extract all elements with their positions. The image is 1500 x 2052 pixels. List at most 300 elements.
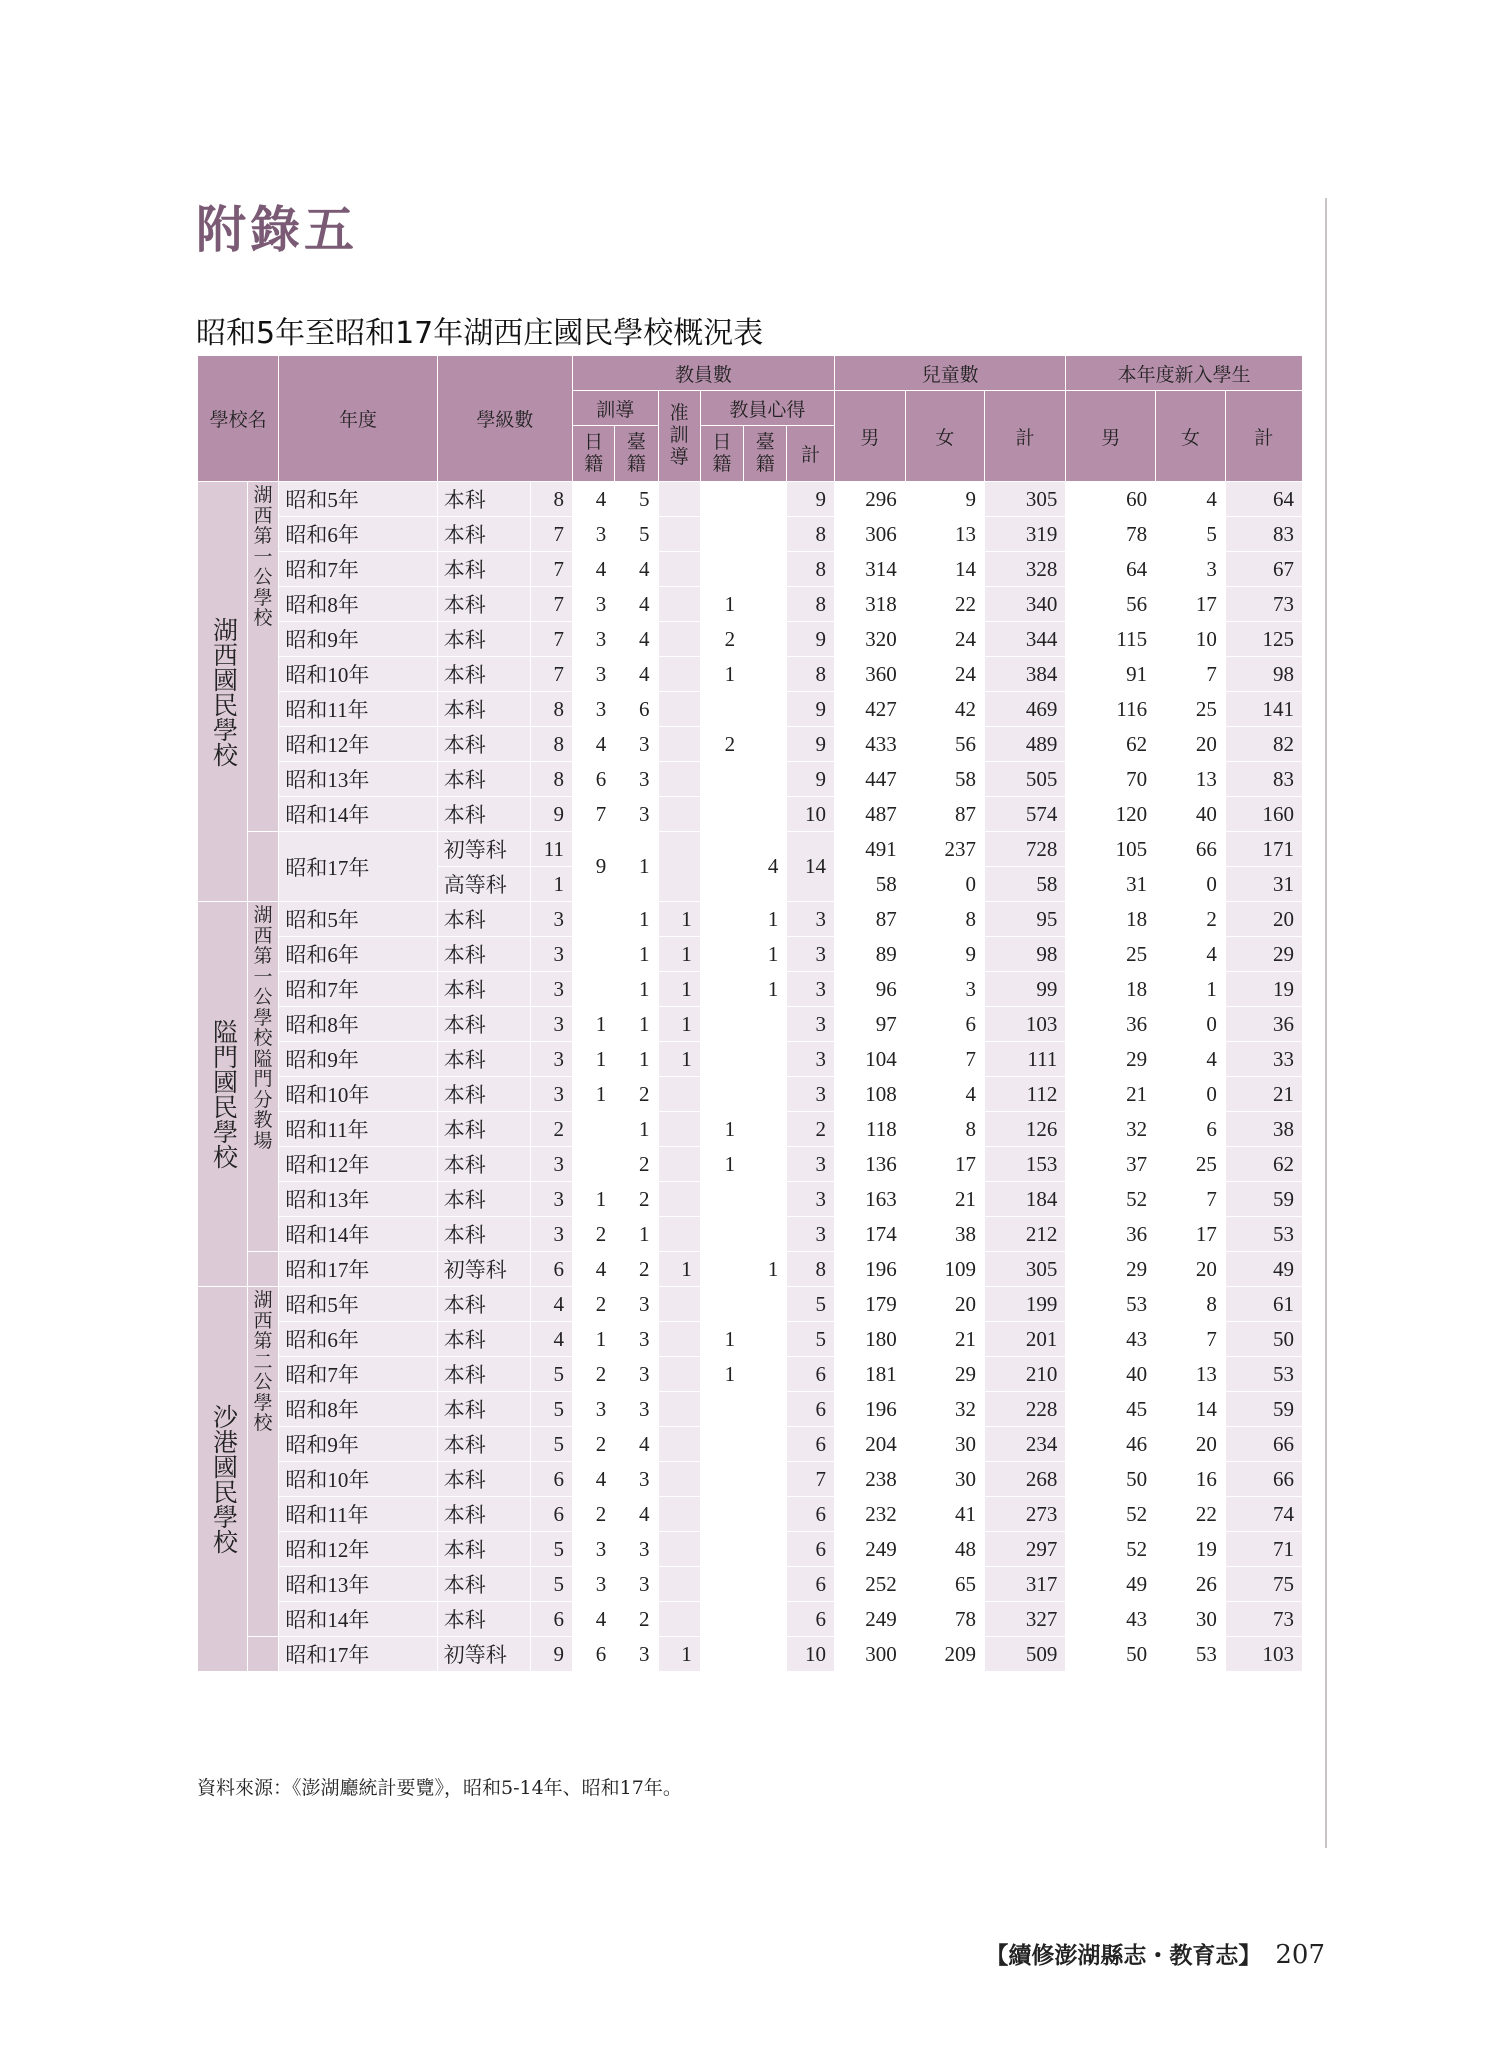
cell: 2	[700, 622, 743, 657]
cell: 78	[1066, 517, 1156, 552]
cell: 153	[984, 1147, 1065, 1182]
cell: 2	[572, 1427, 614, 1462]
cell: 3	[530, 902, 572, 937]
cell: 昭和9年	[279, 622, 437, 657]
cell: 7	[905, 1042, 984, 1077]
cell	[658, 692, 700, 727]
cell: 6	[615, 692, 658, 727]
cell: 5	[615, 482, 658, 517]
cell: 491	[834, 832, 905, 867]
cell: 7	[530, 587, 572, 622]
cell: 3	[787, 937, 835, 972]
table-row	[198, 1287, 1303, 1322]
cell	[700, 832, 743, 902]
cell: 8	[530, 727, 572, 762]
cell: 13	[905, 517, 984, 552]
cell: 42	[905, 692, 984, 727]
cell: 11	[530, 832, 572, 867]
cell	[658, 1217, 700, 1252]
cell: 300	[834, 1637, 905, 1672]
cell	[744, 1217, 787, 1252]
cell: 469	[984, 692, 1065, 727]
cell: 昭和7年	[279, 972, 437, 1007]
cell: 2	[530, 1112, 572, 1147]
cell	[744, 1147, 787, 1182]
table-header	[198, 356, 1303, 482]
cell: 9	[787, 762, 835, 797]
cell	[700, 1007, 743, 1042]
cell: 19	[1156, 1532, 1226, 1567]
cell: 8	[787, 657, 835, 692]
cell: 9	[787, 727, 835, 762]
cell: 7	[787, 1462, 835, 1497]
cell: 58	[834, 867, 905, 902]
cell	[658, 832, 700, 902]
cell: 本科	[437, 1532, 530, 1567]
cell: 509	[984, 1637, 1065, 1672]
cell	[658, 657, 700, 692]
cell: 91	[1066, 657, 1156, 692]
cell: 3	[615, 1462, 658, 1497]
cell: 3	[615, 1357, 658, 1392]
cell	[572, 902, 614, 937]
cell: 昭和12年	[279, 727, 437, 762]
cell: 31	[1066, 867, 1156, 902]
cell: 53	[1225, 1217, 1302, 1252]
cell: 本科	[437, 622, 530, 657]
cell	[700, 1567, 743, 1602]
cell: 昭和6年	[279, 517, 437, 552]
cell: 昭和12年	[279, 1147, 437, 1182]
cell: 本科	[437, 762, 530, 797]
table-row	[198, 622, 1303, 657]
header-school: 學校名	[198, 356, 279, 482]
cell: 1	[658, 902, 700, 937]
cell	[744, 1427, 787, 1462]
cell: 3	[615, 1392, 658, 1427]
cell: 196	[834, 1392, 905, 1427]
cell: 41	[905, 1497, 984, 1532]
cell: 1	[1156, 972, 1226, 1007]
cell: 1	[700, 1357, 743, 1392]
cell: 56	[905, 727, 984, 762]
cell: 120	[1066, 797, 1156, 832]
cell	[572, 1147, 614, 1182]
cell	[658, 1077, 700, 1112]
cell: 昭和7年	[279, 1357, 437, 1392]
cell: 3	[787, 1007, 835, 1042]
header-jundo: 准 訓 導	[658, 391, 700, 482]
header-kundo-jp: 日 籍	[572, 426, 614, 482]
cell: 昭和6年	[279, 1322, 437, 1357]
header-kyoin-tw: 臺 籍	[744, 426, 787, 482]
cell: 本科	[437, 587, 530, 622]
cell: 228	[984, 1392, 1065, 1427]
cell	[700, 1287, 743, 1322]
cell: 3	[572, 517, 614, 552]
cell: 196	[834, 1252, 905, 1287]
cell: 8	[905, 1112, 984, 1147]
cell: 360	[834, 657, 905, 692]
cell: 昭和13年	[279, 762, 437, 797]
cell	[744, 1567, 787, 1602]
cell: 0	[905, 867, 984, 902]
cell: 本科	[437, 692, 530, 727]
cell: 52	[1066, 1497, 1156, 1532]
former-school-name: 湖西第一公學校隘門分教場	[247, 902, 279, 1252]
cell: 昭和9年	[279, 1427, 437, 1462]
cell: 8	[530, 482, 572, 517]
table-row	[198, 517, 1303, 552]
cell: 30	[905, 1462, 984, 1497]
cell: 8	[787, 552, 835, 587]
cell: 238	[834, 1462, 905, 1497]
cell	[744, 1357, 787, 1392]
table-row	[198, 1567, 1303, 1602]
cell	[658, 1462, 700, 1497]
cell: 319	[984, 517, 1065, 552]
cell: 0	[1156, 1007, 1226, 1042]
header-new-students: 本年度新入學生	[1066, 356, 1303, 391]
cell: 427	[834, 692, 905, 727]
table-row	[198, 552, 1303, 587]
cell: 昭和12年	[279, 1532, 437, 1567]
cell	[744, 517, 787, 552]
cell: 7	[530, 517, 572, 552]
cell: 昭和9年	[279, 1042, 437, 1077]
cell: 昭和17年	[279, 1252, 437, 1287]
cell: 昭和8年	[279, 587, 437, 622]
spacer-cell	[247, 1252, 279, 1287]
cell: 25	[1156, 1147, 1226, 1182]
cell: 3	[572, 1392, 614, 1427]
cell: 1	[744, 902, 787, 937]
cell: 1	[615, 937, 658, 972]
cell: 7	[1156, 657, 1226, 692]
cell	[658, 622, 700, 657]
cell: 4	[615, 1497, 658, 1532]
cell: 6	[787, 1602, 835, 1637]
cell: 249	[834, 1602, 905, 1637]
cell: 1	[658, 1007, 700, 1042]
cell: 179	[834, 1287, 905, 1322]
cell: 6	[787, 1532, 835, 1567]
cell: 1	[615, 902, 658, 937]
cell	[744, 1532, 787, 1567]
former-school-name: 湖西第一公學校	[247, 482, 279, 832]
cell: 82	[1225, 727, 1302, 762]
cell	[700, 1042, 743, 1077]
cell: 30	[1156, 1602, 1226, 1637]
school-name: 湖西國民學校	[198, 482, 248, 902]
cell: 本科	[437, 1007, 530, 1042]
cell: 9	[530, 797, 572, 832]
cell: 306	[834, 517, 905, 552]
spacer-cell	[247, 1637, 279, 1672]
cell	[700, 937, 743, 972]
cell: 5	[1156, 517, 1226, 552]
header-kundo-tw: 臺 籍	[615, 426, 658, 482]
cell: 50	[1066, 1462, 1156, 1497]
cell: 2	[572, 1497, 614, 1532]
cell: 30	[905, 1427, 984, 1462]
header-year: 年度	[279, 356, 437, 482]
cell: 1	[615, 1217, 658, 1252]
cell: 本科	[437, 1427, 530, 1462]
cell: 本科	[437, 1462, 530, 1497]
cell: 昭和17年	[279, 1637, 437, 1672]
cell: 2	[1156, 902, 1226, 937]
cell	[658, 552, 700, 587]
cell: 71	[1225, 1532, 1302, 1567]
cell	[658, 1567, 700, 1602]
cell	[700, 1077, 743, 1112]
cell: 1	[615, 972, 658, 1007]
cell: 36	[1225, 1007, 1302, 1042]
cell: 3	[615, 762, 658, 797]
cell: 5	[530, 1357, 572, 1392]
cell: 98	[1225, 657, 1302, 692]
cell: 8	[530, 692, 572, 727]
margin-rule	[1325, 198, 1327, 1848]
appendix-title: 附錄五	[196, 202, 358, 258]
cell: 昭和5年	[279, 1287, 437, 1322]
header-new-total: 計	[1225, 391, 1302, 482]
cell	[658, 1392, 700, 1427]
cell: 4	[572, 1252, 614, 1287]
cell	[700, 902, 743, 937]
table-row	[198, 972, 1303, 1007]
cell: 4	[1156, 1042, 1226, 1077]
cell: 昭和11年	[279, 1497, 437, 1532]
cell: 43	[1066, 1602, 1156, 1637]
cell: 1	[530, 867, 572, 902]
cell: 89	[834, 937, 905, 972]
table-row	[198, 1427, 1303, 1462]
cell: 74	[1225, 1497, 1302, 1532]
cell: 本科	[437, 517, 530, 552]
cell: 7	[530, 552, 572, 587]
cell: 327	[984, 1602, 1065, 1637]
cell	[658, 1147, 700, 1182]
cell: 4	[615, 657, 658, 692]
cell: 37	[1066, 1147, 1156, 1182]
cell: 103	[1225, 1637, 1302, 1672]
cell	[700, 1427, 743, 1462]
cell: 50	[1225, 1322, 1302, 1357]
cell: 1	[658, 1042, 700, 1077]
cell: 本科	[437, 552, 530, 587]
cell: 126	[984, 1112, 1065, 1147]
cell: 53	[1225, 1357, 1302, 1392]
cell: 180	[834, 1322, 905, 1357]
cell: 1	[572, 1322, 614, 1357]
cell: 3	[530, 1217, 572, 1252]
cell: 本科	[437, 1567, 530, 1602]
cell: 昭和14年	[279, 797, 437, 832]
cell: 344	[984, 622, 1065, 657]
cell	[700, 552, 743, 587]
cell: 3	[787, 1042, 835, 1077]
table-row	[198, 1392, 1303, 1427]
cell: 53	[1156, 1637, 1226, 1672]
table-row	[198, 727, 1303, 762]
table-row	[198, 1042, 1303, 1077]
table-row	[198, 587, 1303, 622]
cell: 87	[834, 902, 905, 937]
cell: 62	[1225, 1147, 1302, 1182]
cell	[700, 1602, 743, 1637]
cell	[700, 517, 743, 552]
cell: 6	[530, 1462, 572, 1497]
cell: 58	[905, 762, 984, 797]
cell: 8	[787, 1252, 835, 1287]
cell: 2	[572, 1357, 614, 1392]
page-footer	[985, 1937, 1325, 1970]
cell	[744, 1077, 787, 1112]
cell	[700, 762, 743, 797]
cell: 6	[787, 1567, 835, 1602]
cell: 3	[572, 622, 614, 657]
cell: 本科	[437, 1182, 530, 1217]
cell: 234	[984, 1427, 1065, 1462]
cell: 447	[834, 762, 905, 797]
cell	[658, 1357, 700, 1392]
cell: 6	[1156, 1112, 1226, 1147]
page-number: 207	[1275, 1940, 1325, 1970]
cell: 4	[530, 1287, 572, 1322]
cell: 136	[834, 1147, 905, 1182]
cell: 20	[1156, 1427, 1226, 1462]
cell: 116	[1066, 692, 1156, 727]
cell: 2	[615, 1252, 658, 1287]
cell: 46	[1066, 1427, 1156, 1462]
cell: 6	[530, 1602, 572, 1637]
cell: 20	[1156, 1252, 1226, 1287]
cell	[572, 937, 614, 972]
cell: 163	[834, 1182, 905, 1217]
header-kundo: 訓導	[572, 391, 658, 426]
cell: 3	[615, 1532, 658, 1567]
cell: 384	[984, 657, 1065, 692]
cell: 62	[1066, 727, 1156, 762]
cell	[744, 482, 787, 517]
cell: 318	[834, 587, 905, 622]
cell: 6	[787, 1497, 835, 1532]
table-row	[198, 1217, 1303, 1252]
cell: 昭和11年	[279, 1112, 437, 1147]
cell: 9	[787, 692, 835, 727]
cell: 4	[615, 552, 658, 587]
cell: 1	[744, 1252, 787, 1287]
cell: 3	[787, 902, 835, 937]
cell: 17	[1156, 1217, 1226, 1252]
cell: 31	[1225, 867, 1302, 902]
table-row	[198, 1637, 1303, 1672]
cell: 1	[658, 972, 700, 1007]
cell: 3	[787, 1182, 835, 1217]
cell	[700, 1252, 743, 1287]
cell: 25	[1066, 937, 1156, 972]
cell: 3	[530, 1042, 572, 1077]
cell: 2	[572, 1217, 614, 1252]
cell: 20	[1156, 727, 1226, 762]
cell: 初等科	[437, 1252, 530, 1287]
cell: 320	[834, 622, 905, 657]
cell: 3	[615, 727, 658, 762]
cell: 18	[1066, 902, 1156, 937]
table-row	[198, 1602, 1303, 1637]
cell: 29	[905, 1357, 984, 1392]
cell: 70	[1066, 762, 1156, 797]
table-row	[198, 937, 1303, 972]
header-new-female: 女	[1156, 391, 1226, 482]
cell: 83	[1225, 517, 1302, 552]
cell: 24	[905, 622, 984, 657]
cell: 6	[530, 1252, 572, 1287]
cell: 171	[1225, 832, 1302, 867]
cell	[658, 1532, 700, 1567]
cell: 728	[984, 832, 1065, 867]
cell: 5	[530, 1567, 572, 1602]
cell: 61	[1225, 1287, 1302, 1322]
cell: 1	[700, 1322, 743, 1357]
cell: 66	[1156, 832, 1226, 867]
cell	[744, 1392, 787, 1427]
cell: 10	[787, 1637, 835, 1672]
cell: 4	[744, 832, 787, 902]
cell: 昭和14年	[279, 1602, 437, 1637]
cell: 2	[615, 1147, 658, 1182]
cell: 487	[834, 797, 905, 832]
cell: 59	[1225, 1182, 1302, 1217]
table-row	[198, 1077, 1303, 1112]
cell: 1	[615, 1007, 658, 1042]
cell	[744, 1112, 787, 1147]
cell: 4	[615, 1427, 658, 1462]
cell: 49	[1225, 1252, 1302, 1287]
cell: 4	[1156, 482, 1226, 517]
table-row	[198, 1357, 1303, 1392]
cell: 本科	[437, 1077, 530, 1112]
cell: 73	[1225, 587, 1302, 622]
cell: 1	[658, 937, 700, 972]
cell: 22	[1156, 1497, 1226, 1532]
cell: 5	[530, 1392, 572, 1427]
cell: 1	[615, 1112, 658, 1147]
cell	[744, 587, 787, 622]
cell: 昭和11年	[279, 692, 437, 727]
cell: 3	[530, 1077, 572, 1112]
cell: 3	[530, 1182, 572, 1217]
header-children-total: 計	[984, 391, 1065, 482]
header-teachers-total: 計	[787, 426, 835, 482]
cell: 268	[984, 1462, 1065, 1497]
cell: 9	[905, 482, 984, 517]
cell: 98	[984, 937, 1065, 972]
cell: 340	[984, 587, 1065, 622]
cell: 8	[1156, 1287, 1226, 1322]
cell	[572, 1112, 614, 1147]
cell: 6	[787, 1357, 835, 1392]
cell: 184	[984, 1182, 1065, 1217]
cell	[658, 762, 700, 797]
cell: 本科	[437, 1392, 530, 1427]
cell: 4	[1156, 937, 1226, 972]
cell: 40	[1066, 1357, 1156, 1392]
cell: 3	[787, 1077, 835, 1112]
cell: 6	[572, 1637, 614, 1672]
